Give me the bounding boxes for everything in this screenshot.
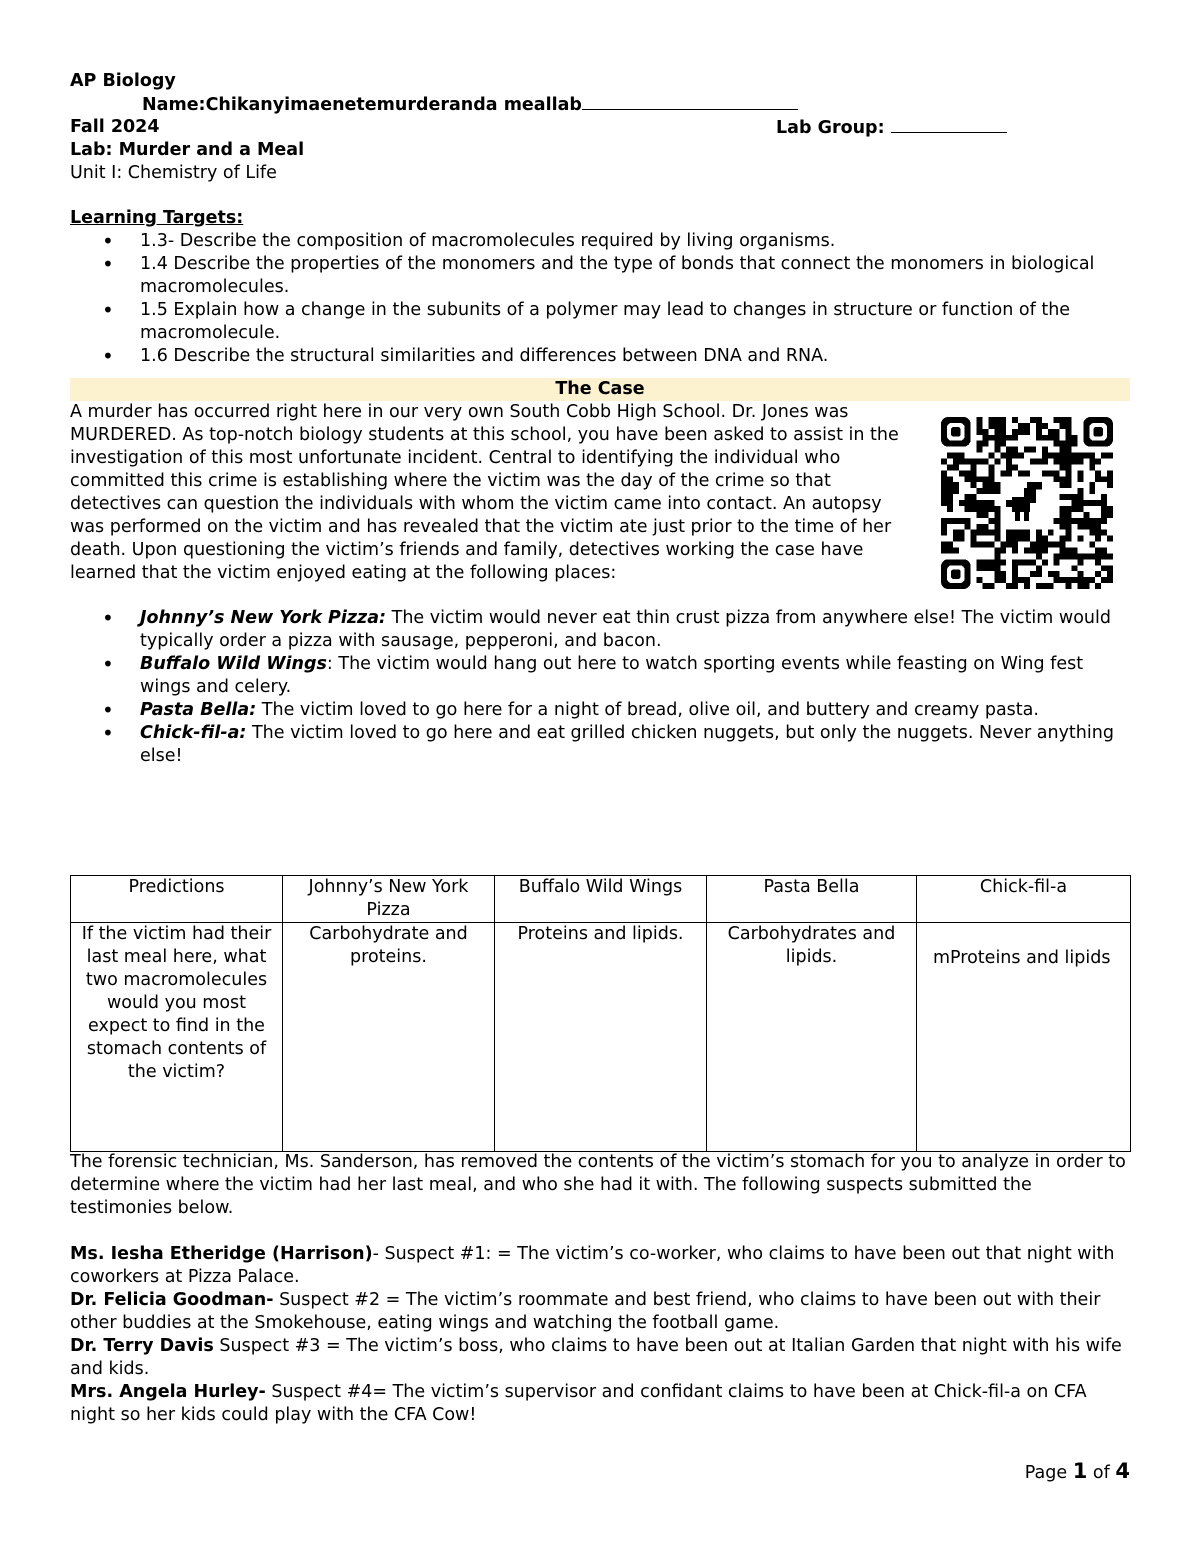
of-label: of: [1092, 1463, 1110, 1483]
place-item: [140, 607, 1130, 653]
place-desc: The victim would never eat thin crust pizza from anywhere else! The victim would typically order a pizza with sausage, pepperoni, and bacon.: [140, 608, 1111, 651]
places-list: [70, 607, 1130, 768]
place-item: [140, 653, 1130, 699]
forensic-text: The forensic technician, Ms. Sanderson, has removed the contents of the victim’s stomach for you to analyze in order to determine where the victim had her last meal, and who she had it with. The following suspects submitted the testimonies below.: [70, 1152, 1126, 1218]
place-name: Johnny’s New York Pizza:: [140, 608, 387, 628]
table-header-cell: Predictions: [71, 876, 283, 923]
place-desc: The victim loved to go here and eat grilled chicken nuggets, but only the nuggets. Never anything else!: [140, 723, 1114, 766]
name-value[interactable]: Chikanyimaenetemurderanda meallab: [205, 95, 582, 115]
table-header-cell: Buffalo Wild Wings: [495, 876, 707, 923]
table-cell-answer[interactable]: Carbohydrates and lipids.: [707, 923, 917, 1152]
place-item: [140, 699, 1130, 722]
place-item: [140, 722, 1130, 768]
suspect-item: [70, 1289, 1130, 1335]
suspect-desc: - Suspect #1: = The victim’s co-worker, who claims to have been out that night with coworkers at Pizza Palace.: [70, 1244, 1115, 1287]
table-header-cell: Pasta Bella: [707, 876, 917, 923]
place-desc: The victim loved to go here for a night of bread, olive oil, and buttery and creamy pasta.: [256, 700, 1039, 720]
case-section: [70, 401, 1130, 585]
learning-target-item: • 1.6 Describe the structural similarities and differences between DNA and RNA.: [140, 345, 1130, 368]
suspect-desc: Suspect #3 = The victim’s boss, who claims to have been out at Italian Garden that night with his wife and kids.: [70, 1336, 1122, 1379]
term: Fall 2024: [70, 117, 160, 137]
suspect-name: Dr. Terry Davis: [70, 1336, 214, 1356]
table-header-cell: Chick-fil-a: [917, 876, 1131, 923]
place-desc: : The victim would hang out here to watch sporting events while feasting on Wing fest wings and celery.: [140, 654, 1084, 697]
suspect-desc: Suspect #2 = The victim’s roommate and best friend, who claims to have been out with their other buddies at the Smokehouse, eating wings and watching the football game.: [70, 1290, 1101, 1333]
learning-targets-title: Learning Targets:: [70, 208, 244, 228]
page-footer: [1025, 1460, 1130, 1485]
place-name: Buffalo Wild Wings: [140, 654, 327, 674]
lab-group: [776, 116, 1007, 140]
learning-target-item: • 1.4 Describe the properties of the monomers and the type of bonds that connect the monomers in biological macromolecules.: [140, 253, 1130, 299]
document-page: [70, 70, 1130, 1425]
name-line: [70, 93, 1130, 116]
lab-group-label: Lab Group:: [776, 118, 885, 138]
suspect-desc: Suspect #4= The victim’s supervisor and confidant claims to have been at Chick-fil-a on CFA night so her kids could play with the CFA Cow!: [70, 1382, 1087, 1425]
suspect-item: [70, 1381, 1130, 1427]
suspect-item: [70, 1243, 1130, 1289]
qr-code-image: [941, 417, 1113, 589]
case-heading: The Case: [70, 378, 1130, 401]
page-number: 1: [1072, 1459, 1088, 1483]
page-label: Page: [1024, 1463, 1068, 1483]
learning-target-item: • 1.5 Explain how a change in the subunits of a polymer may lead to changes in structure or function of the macromolecule.: [140, 299, 1130, 345]
table-row: [71, 923, 1131, 1152]
page-total: 4: [1115, 1459, 1130, 1483]
table-cell-question: If the victim had their last meal here, what two macromolecules would you most expect to find in the stomach contents of the victim?: [71, 923, 283, 1152]
place-name: Pasta Bella:: [140, 700, 257, 720]
table-header-row: [71, 876, 1131, 923]
suspect-name: Ms. Iesha Etheridge (Harrison): [70, 1244, 373, 1264]
name-label: Name:: [142, 95, 206, 115]
suspect-name: Dr. Felicia Goodman-: [70, 1290, 274, 1310]
course-title: AP Biology: [70, 71, 176, 91]
suspect-name: Mrs. Angela Hurley-: [70, 1382, 266, 1402]
table-cell-answer[interactable]: mProteins and lipids: [917, 923, 1131, 1152]
place-name: Chick-fil-a:: [140, 723, 247, 743]
suspects-list: [70, 1243, 1130, 1427]
lab-group-field[interactable]: [891, 116, 1007, 133]
table-cell-answer[interactable]: Proteins and lipids.: [495, 923, 707, 1152]
learning-targets-list: [70, 230, 1130, 368]
unit-title: Unit I: Chemistry of Life: [70, 163, 277, 183]
term-line: [70, 116, 1130, 139]
predictions-table: [70, 875, 1131, 1152]
lab-title: Lab: Murder and a Meal: [70, 140, 305, 160]
learning-target-item: • 1.3- Describe the composition of macromolecules required by living organisms.: [140, 230, 1130, 253]
suspect-item: [70, 1335, 1130, 1381]
table-cell-answer[interactable]: Carbohydrate and proteins.: [283, 923, 495, 1152]
name-underline: [582, 93, 798, 110]
table-header-cell: Johnny’s New York Pizza: [283, 876, 495, 923]
case-text: A murder has occurred right here in our very own South Cobb High School. Dr. Jones was MURDERED. As top-notch biology students at this school, you have been asked to assist in the investigation of this most unfortunate incident. Central to identifying the individual who committed this crime is establishing where the victim was the day of the crime so that detectives can question the individuals with whom the victim came into contact. An autopsy was performed on the victim and has revealed that the victim ate just prior to the time of her death. Upon questioning the victim’s friends and family, detectives working the case have learned that the victim enjoyed eating at the following places:: [70, 402, 899, 583]
